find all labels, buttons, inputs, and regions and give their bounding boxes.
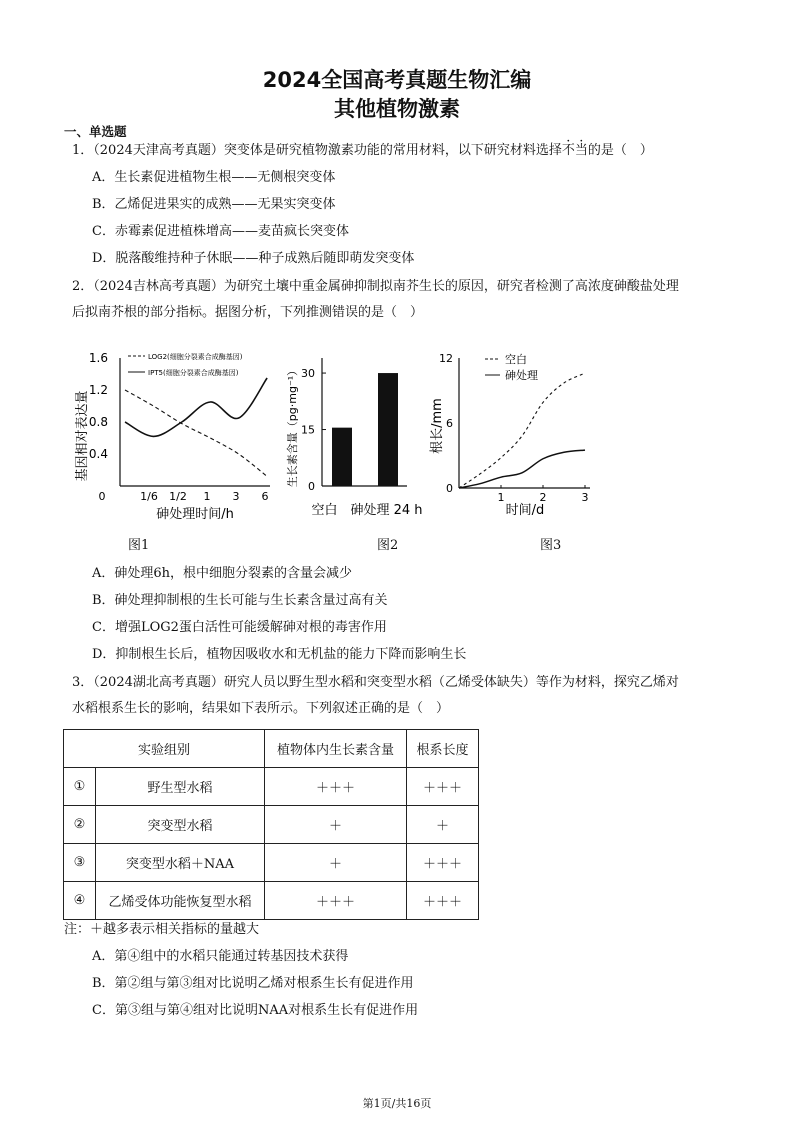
q3-stem-line1: 3．（2024湖北高考真题）研究人员以野生型水稻和突变型水稻（乙烯受体缺失）等作为材料，探究乙烯对 (72, 675, 679, 690)
table-cell: 乙烯受体功能恢复型水稻 (96, 882, 265, 920)
table-row (64, 806, 479, 844)
figure-1-chart (70, 348, 280, 523)
fig2-y-tick: 0 (308, 480, 315, 493)
table-cell: ＋＋＋ (407, 844, 479, 882)
table-header-cell: 实验组别 (64, 730, 265, 768)
fig1-x-tick: 6 (261, 490, 269, 503)
emphasis-char: 不 (561, 143, 575, 158)
table-header-row (64, 730, 479, 768)
table-cell: 野生型水稻 (96, 768, 265, 806)
table-cell: 突变型水稻 (96, 806, 265, 844)
table-header-cell: 根系长度 (407, 730, 479, 768)
fig1-y-tick: 0.4 (88, 447, 108, 461)
fig1-legend-ipt5: IPT5(细胞分裂素合成酶基因) (148, 369, 239, 377)
fig2-y-tick: 15 (301, 423, 315, 437)
emphasis-char: 当 (574, 143, 588, 158)
fig1-xlabel: 砷处理时间/h (156, 507, 234, 522)
q1-option-d: D．脱落酸维持种子休眠——种子成熟后随即萌发突变体 (92, 251, 415, 266)
series-log2-line (125, 390, 267, 476)
fig1-caption: 图1 (128, 538, 150, 553)
fig3-ylabel: 根长/mm (430, 398, 445, 454)
page-footer: 第1页/共16页 (362, 1097, 432, 1110)
q2-option-a: A．砷处理6h，根中细胞分裂素的含量会减少 (92, 566, 353, 581)
fig3-x-tick: 1 (497, 491, 505, 504)
q2-option-d: D．抑制根生长后，植物因吸收水和无机盐的能力下降而影响生长 (92, 647, 467, 662)
table-row (64, 882, 479, 920)
fig1-x-tick: 3 (232, 490, 240, 503)
q2-option-b: B．砷处理抑制根的生长可能与生长素含量过高有关 (92, 593, 388, 608)
fig3-x-tick: 2 (539, 491, 547, 504)
bar-blank (332, 428, 352, 486)
table-note: 注：＋越多表示相关指标的量越大 (64, 922, 260, 937)
bar-arsenic-24h (378, 373, 398, 486)
fig2-caption: 图2 (377, 538, 399, 553)
fig3-y-tick: 6 (446, 417, 453, 430)
q1-stem: 1．（2024天津高考真题）突变体是研究植物激素功能的常用材料，以下研究材料选择不当的是（ ） (72, 143, 653, 158)
table-row (64, 844, 479, 882)
fig1-y-tick: 1.6 (88, 351, 108, 365)
fig1-y-tick: 0.8 (88, 415, 108, 429)
fig1-y-tick: 1.2 (88, 383, 108, 397)
fig2-xlabel: 空白 砷处理 24 h (311, 503, 423, 518)
series-ipt5-line (125, 378, 267, 436)
page-title: 2024全国高考真题生物汇编 (262, 68, 532, 92)
q3-option-a: A．第④组中的水稻只能通过转基因技术获得 (92, 949, 349, 964)
table-cell: ① (64, 768, 96, 806)
q2-option-c: C．增强LOG2蛋白活性可能缓解砷对根的毒害作用 (92, 620, 387, 635)
table-cell: ＋＋＋ (407, 768, 479, 806)
fig1-x-tick: 0 (98, 490, 106, 503)
fig3-y-tick: 12 (439, 352, 453, 365)
experiment-table (63, 729, 479, 920)
series-arsenic-line (459, 450, 585, 488)
figure-3-chart (425, 348, 610, 523)
q1-option-a: A．生长素促进植物生根——无侧根突变体 (92, 170, 336, 185)
table-header-cell: 植物体内生长素含量 (265, 730, 407, 768)
table-cell: 突变型水稻＋NAA (96, 844, 265, 882)
q1-option-c: C．赤霉素促进植株增高——麦苗疯长突变体 (92, 224, 349, 239)
fig1-x-tick: 1/2 (169, 490, 187, 503)
table-cell: ＋＋＋ (265, 768, 407, 806)
table-cell: ④ (64, 882, 96, 920)
table-cell: ＋＋＋ (407, 882, 479, 920)
q3-option-c: C．第③组与第④组对比说明NAA对根系生长有促进作用 (92, 1003, 419, 1018)
table-cell: ③ (64, 844, 96, 882)
fig2-y-tick: 30 (301, 367, 315, 381)
table-cell: ＋ (265, 844, 407, 882)
q2-stem-line1: 2．（2024吉林高考真题）为研究土壤中重金属砷抑制拟南芥生长的原因，研究者检测了高浓度砷酸盐处理 (72, 279, 679, 294)
table-cell: ＋＋＋ (265, 882, 407, 920)
page-subtitle: 其他植物激素 (334, 97, 460, 121)
q1-option-b: B．乙烯促进果实的成熟——无果实突变体 (92, 197, 336, 212)
table-cell: ＋ (407, 806, 479, 844)
fig1-x-tick: 1 (203, 490, 211, 503)
fig1-x-tick: 1/6 (140, 490, 158, 503)
q3-stem-line2: 水稻根系生长的影响，结果如下表所示。下列叙述正确的是（ ） (72, 701, 450, 716)
fig1-ylabel: 基因相对表达量 (75, 390, 90, 482)
fig1-legend-log2: LOG2(细胞分裂素合成酶基因) (148, 353, 243, 361)
q3-option-b: B．第②组与第③组对比说明乙烯对根系生长有促进作用 (92, 976, 414, 991)
series-blank-line (459, 373, 585, 488)
table-row (64, 768, 479, 806)
fig3-x-tick: 3 (581, 491, 589, 504)
q2-stem-line2: 后拟南芥根的部分指标。据图分析，下列推测错误的是（ ） (72, 305, 424, 320)
fig3-xlabel: 时间/d (505, 503, 545, 518)
fig3-caption: 图3 (540, 538, 562, 553)
table-cell: ＋ (265, 806, 407, 844)
fig2-ylabel: 生长素含量（pg·mg⁻¹） (286, 364, 299, 488)
section-label: 一、单选题 (64, 124, 127, 139)
fig3-y-tick: 0 (446, 482, 453, 495)
fig3-legend-arsenic: 砷处理 (505, 369, 538, 382)
table-cell: ② (64, 806, 96, 844)
fig3-legend-blank: 空白 (505, 353, 527, 366)
